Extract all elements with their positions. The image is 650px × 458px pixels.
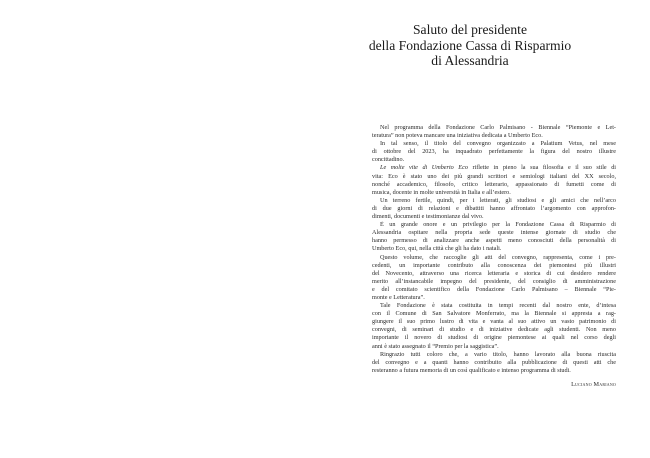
- body-line: È un grande onore e un privilegio per la Fondazione Cassa di Risparmio di: [380, 221, 616, 229]
- body-line: convegni, di seminari di studio e di iniziative dedicate agli studenti. Non meno: [372, 326, 616, 334]
- body-line: merito all’instancabile impegno del presidente, del consiglio di amministrazione: [372, 277, 616, 285]
- body-line: Nel programma della Fondazione Carlo Palmisano - Biennale “Piemonte e Let-: [380, 124, 616, 131]
- body-line: Un terreno fertile, quindi, per i letterati, gli studiosi e gli amici che nell’arco: [380, 196, 616, 204]
- body-line: hanno permesso di analizzare anche aspetti meno conosciuti della personalità di: [372, 237, 616, 245]
- title-line-1: Saluto del presidente: [412, 22, 527, 37]
- title-line-3: di Alessandria: [431, 53, 509, 68]
- body-line: del Novecento, attraverso una ricerca letteraria e storica di cui desidero rendere: [372, 269, 616, 277]
- page-title: [360, 22, 580, 69]
- body-line: Le molte vite di Umberto Eco riflette in pieno la sua filosofia e il suo stile di: [380, 164, 616, 172]
- body-line: giungere il suo primo lustro di vita e vanta al suo attivo un vasto patrimonio di: [372, 318, 616, 326]
- body-text: [372, 124, 616, 375]
- body-line: resteranno a futura memoria di un così qualificato e intenso programma di studi.: [372, 366, 571, 374]
- body-line: di ottobre del 2023, ha inquadrato perfettamente la figura del nostro illustre: [372, 148, 616, 156]
- body-line: nonché accademico, filosofo, critico letterario, appassionato di fumetti come di: [372, 180, 616, 188]
- body-line: concittadino.: [372, 156, 405, 164]
- signature: Luciano Mariano: [571, 381, 616, 388]
- body-line: e del comitato scientifico della Fondazione Carlo Palmisano – Biennale “Pie-: [372, 285, 616, 293]
- body-line: monte e Letteratura”.: [372, 293, 425, 301]
- body-line: vita: Eco è stato uno dei più grandi scrittori e semiologi italiani del XX secolo,: [372, 172, 616, 180]
- title-line-2: della Fondazione Cassa di Risparmio: [368, 37, 572, 53]
- body-line: Tale Fondazione è stata costituita in tempi recenti dal nostro ente, d’intesa: [380, 302, 616, 310]
- body-line: dimenti, documenti e testimonianze dal vivo.: [372, 213, 484, 221]
- body-line: Questo volume, che raccoglie gli atti del convegno, rappresenta, come i pre-: [380, 253, 616, 261]
- body-line: Umberto Eco, qui, nella città che gli ha dato i natali.: [372, 245, 502, 253]
- body-line: con il Comune di San Salvatore Monferrato, ma la Biennale si appresta a rag-: [372, 310, 616, 318]
- body-line: cedenti, un importante contributo alla conoscenza dei piemontesi più illustri: [372, 261, 616, 269]
- body-line: In tal senso, il titolo del convegno organizzato a Palatium Vetus, nel mese: [380, 140, 616, 148]
- body-line: del convegno e a quanti hanno contribuito alla pubblicazione di questi atti che: [372, 358, 616, 366]
- body-line: Alessandria ospitare nella propria sede queste intense giornate di studio che: [372, 229, 616, 237]
- body-line: di due giorni di relazioni e dibattiti hanno affrontato l’argomento con approfon-: [372, 204, 616, 212]
- body-line: musica, docente in molte università in Italia e all’estero.: [372, 188, 511, 196]
- body-line: anni è stato assegnato il “Premio per la saggistica”.: [372, 342, 499, 350]
- body-line: Ringrazio tutti coloro che, a vario titolo, hanno lavorato alla buona riuscita: [380, 350, 616, 358]
- body-line: teratura” non poteva mancare una iniziativa dedicata a Umberto Eco.: [372, 132, 543, 140]
- body-line: importante il novero di studiosi di origine piemontese ai quali nel corso degli: [372, 334, 616, 342]
